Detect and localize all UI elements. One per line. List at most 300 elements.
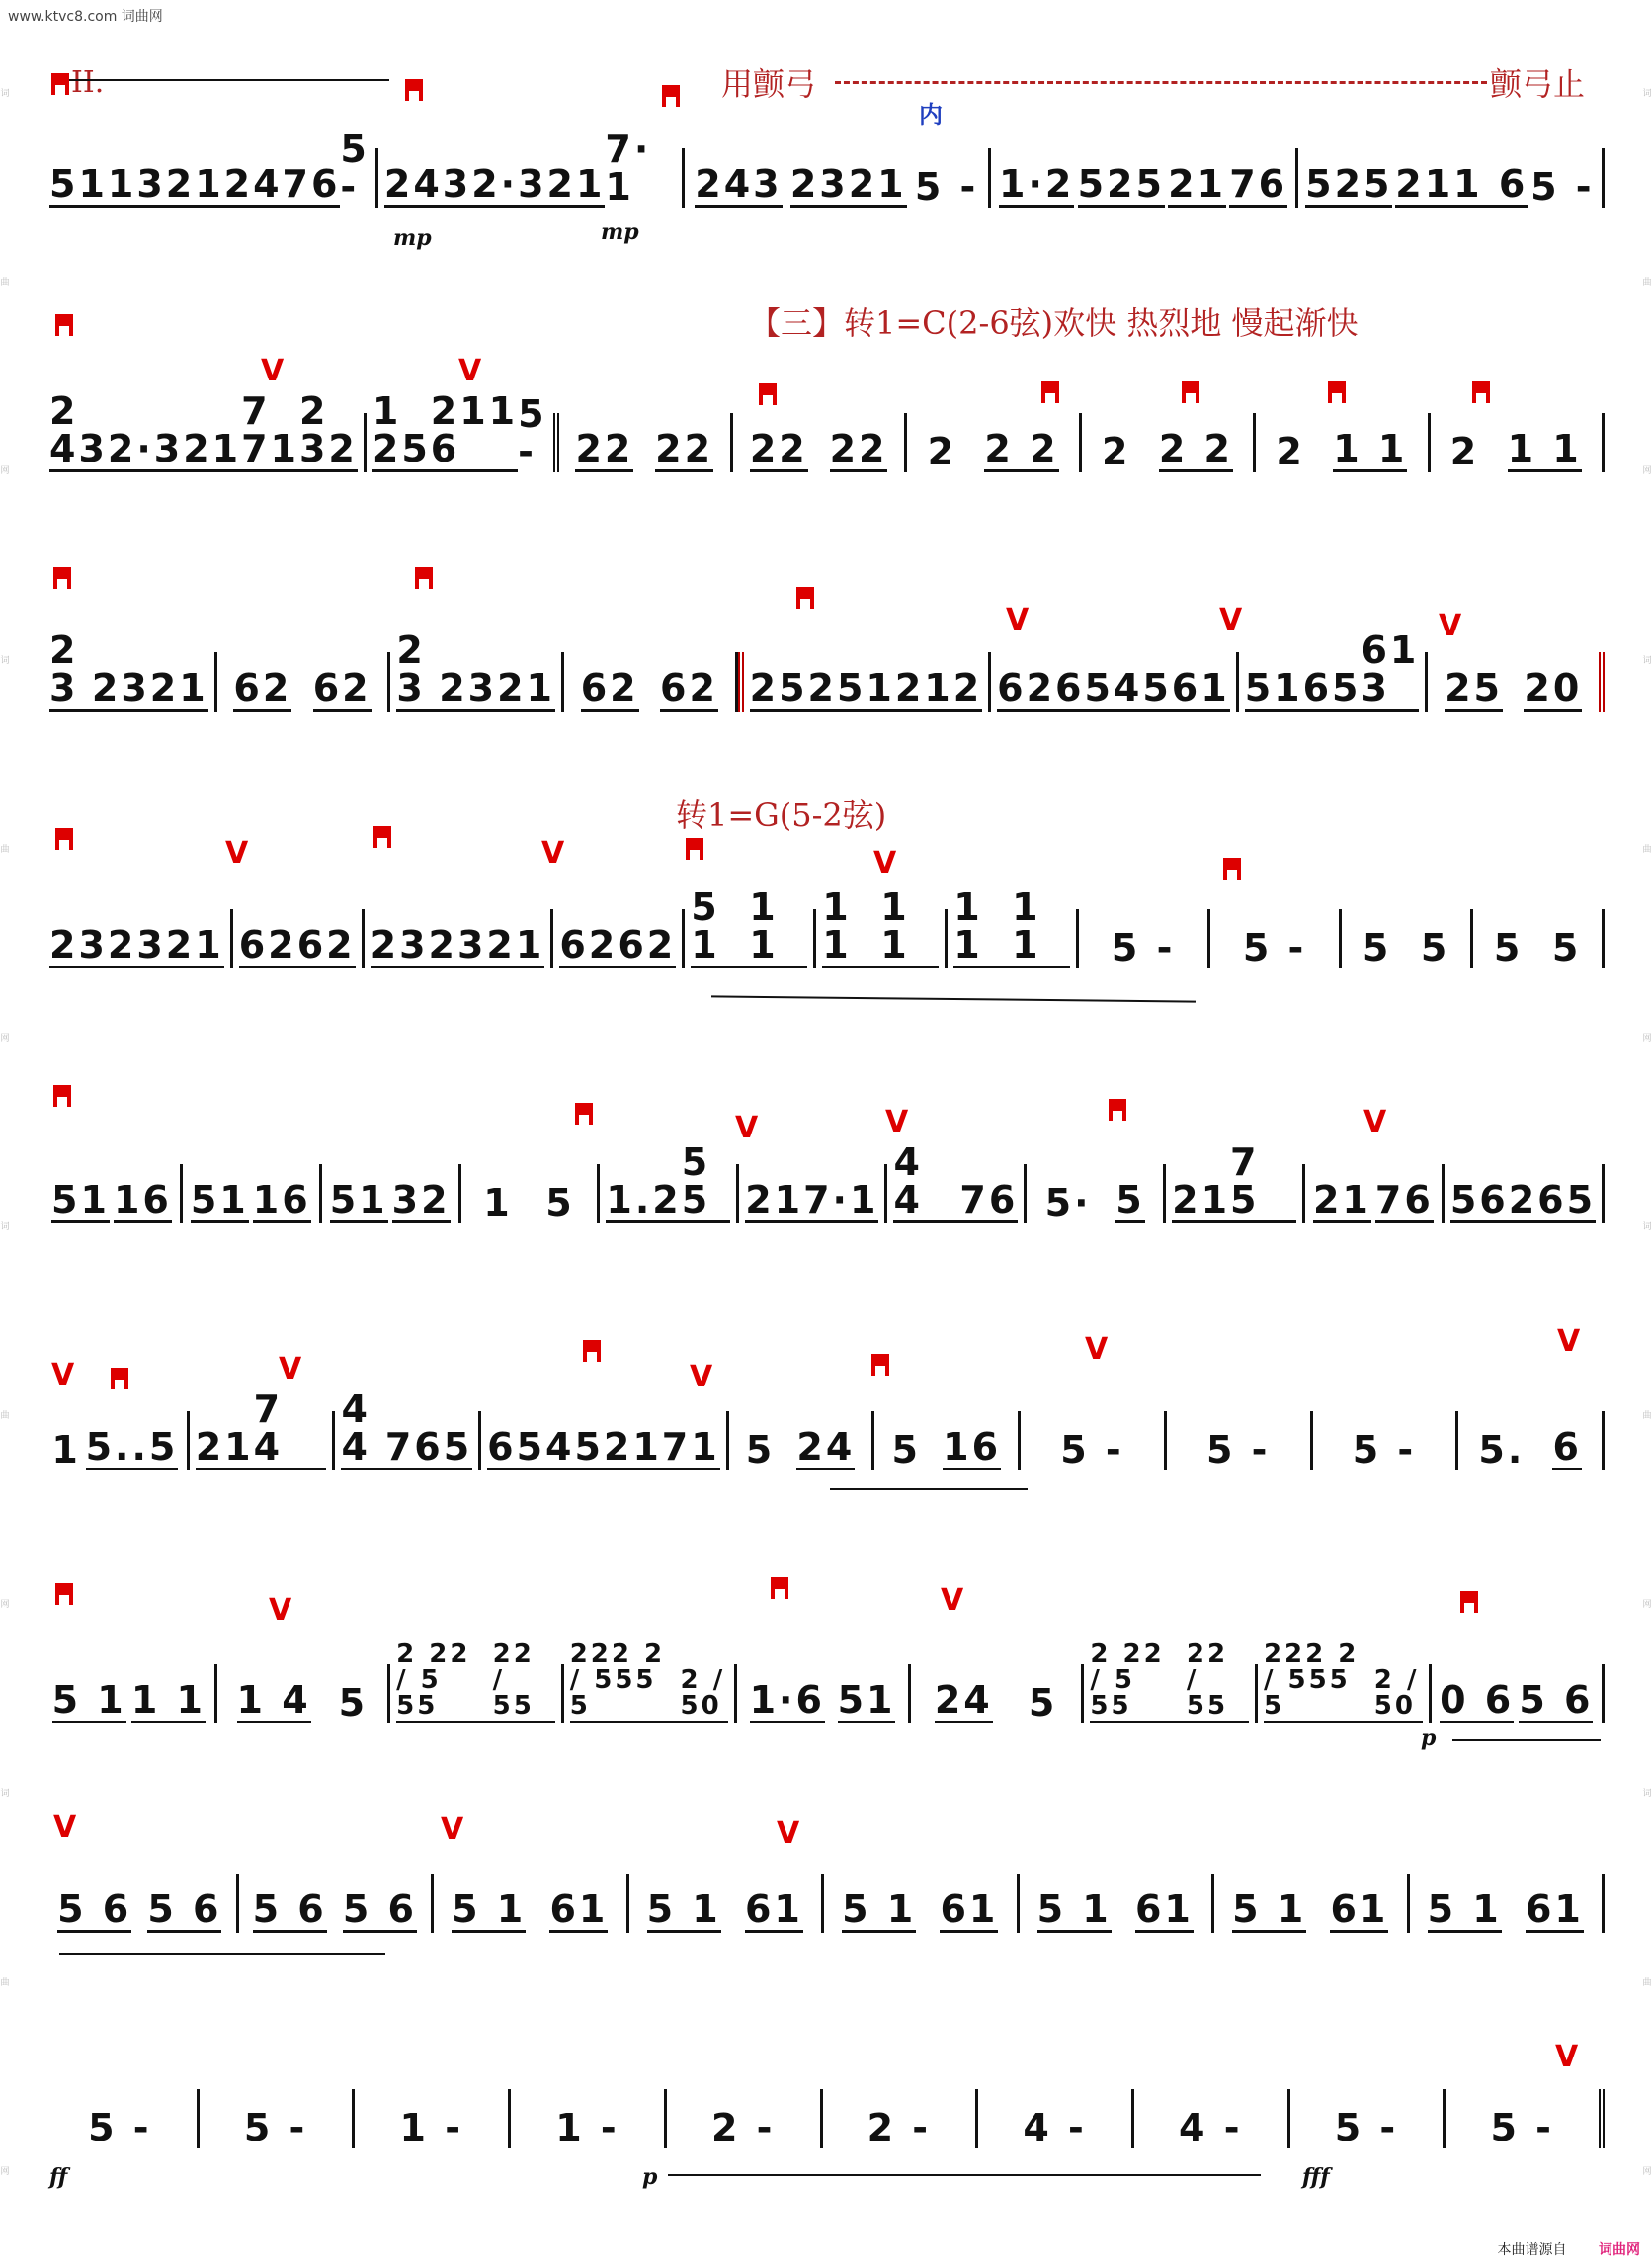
note-group: 61 <box>549 1888 609 1931</box>
note-group: 1 1 <box>822 888 880 968</box>
note-group: 62 <box>296 923 356 966</box>
note-group: 76 <box>1229 162 1288 206</box>
note-group: 51 <box>329 1178 388 1221</box>
measure <box>390 1639 564 1723</box>
note-group: 22 / 55 <box>1187 1641 1249 1723</box>
note-group: 5 1 <box>1427 1888 1502 1931</box>
volta-bracket-label: II. <box>71 65 105 100</box>
up-bow-icon: V <box>1439 609 1462 643</box>
staff-row <box>43 127 1605 209</box>
down-bow-icon <box>1109 1099 1126 1121</box>
note-group: 21 <box>1172 1178 1231 1221</box>
note-group: 22 / 55 <box>493 1641 555 1723</box>
measure <box>887 1140 1027 1223</box>
note-group: 1 1 <box>953 888 1012 968</box>
note-group: 212476 <box>165 162 341 206</box>
note-group: 76 <box>1374 1178 1434 1221</box>
note-group: 2 / 50 <box>681 1667 729 1723</box>
note-group: 243 <box>383 162 472 206</box>
measure <box>1027 1164 1166 1223</box>
down-bow-icon <box>1182 381 1199 403</box>
measure <box>907 413 1081 472</box>
note-group: 1 <box>483 1181 513 1224</box>
note-group: 4561 <box>1113 666 1230 710</box>
measure <box>685 885 816 968</box>
measure <box>1021 1411 1167 1470</box>
note-group: 2525 <box>749 666 867 710</box>
up-bow-icon: V <box>1363 1105 1387 1139</box>
note-group: 61 <box>1134 1888 1194 1931</box>
measure <box>824 1874 1020 1933</box>
note-group: 4 - <box>1023 2106 1087 2149</box>
crescendo-hairpin-1 <box>711 995 1196 1002</box>
note-group: 2 - <box>867 2106 932 2149</box>
note-group: 2321 <box>428 923 545 966</box>
measure <box>43 1664 217 1723</box>
note-group: 5 1 <box>1036 1888 1112 1931</box>
note-group: 7 71 <box>241 389 299 470</box>
down-bow-icon <box>662 85 680 107</box>
down-bow-icon <box>373 826 391 848</box>
note-group: 21 <box>1168 162 1226 206</box>
measure <box>1079 909 1210 968</box>
measure <box>816 885 948 968</box>
measure <box>564 652 738 712</box>
up-bow-icon: V <box>941 1583 964 1618</box>
note-group: 7· 1 <box>605 127 652 209</box>
note-group: 51 <box>837 1678 896 1721</box>
tremolo-start-label: 用颤弓 <box>721 65 817 103</box>
note-group: 1.2 <box>606 1178 682 1221</box>
measure <box>1428 652 1605 712</box>
measure <box>874 1411 1021 1470</box>
note-group: 5 6 <box>252 1888 327 1931</box>
measure <box>1239 629 1429 712</box>
note-group: 24 <box>934 1678 993 1721</box>
note-group: 2·321 <box>107 427 242 470</box>
note-group: 5 5 <box>682 1143 731 1223</box>
staff-row <box>43 389 1605 473</box>
right-margin-strip: 词 曲 网 词 曲 网 词 曲 网 词 曲 网 <box>1642 89 1652 2177</box>
note-group: 22 <box>749 427 808 470</box>
note-group: 7 4 <box>254 1390 327 1470</box>
note-group: 1 25 <box>372 389 431 470</box>
up-bow-icon: V <box>541 836 565 871</box>
down-bow-icon <box>1328 381 1346 403</box>
note-group: 61 <box>1330 1888 1389 1931</box>
measure <box>43 1164 183 1223</box>
note-group: 6 <box>1552 1425 1582 1469</box>
staff-row <box>43 1140 1605 1224</box>
measure <box>911 1664 1085 1723</box>
measure <box>1305 1164 1445 1223</box>
note-group: 16 <box>113 1178 172 1221</box>
note-group: 5 <box>338 1681 369 1724</box>
note-group: 5 - <box>88 2106 152 2149</box>
staff-row <box>43 2089 1605 2148</box>
note-group: 62 <box>559 923 619 966</box>
note-group: 62 <box>312 666 372 710</box>
up-bow-icon: V <box>690 1360 713 1394</box>
measure <box>335 1387 481 1470</box>
up-bow-icon: V <box>1555 2040 1579 2074</box>
note-group: 5 - <box>1490 2106 1554 2149</box>
footer-brand-link[interactable]: 词曲网 <box>1599 2242 1640 2258</box>
down-bow-icon <box>1041 381 1059 403</box>
note-group: 5. <box>1478 1428 1526 1471</box>
note-group: 1·6 <box>749 1678 825 1721</box>
note-group: 5· <box>1044 1181 1092 1224</box>
note-group: 5113 <box>49 162 166 206</box>
note-group: 5 6 <box>57 1888 132 1931</box>
note-group: 7 5 <box>1230 1143 1296 1223</box>
up-bow-icon: V <box>441 1812 464 1847</box>
note-group: 1 <box>51 1428 81 1471</box>
measure <box>553 909 685 968</box>
measure <box>43 389 367 472</box>
measure <box>1166 1140 1305 1223</box>
measure <box>365 909 554 968</box>
note-group: 51 <box>190 1178 249 1221</box>
down-bow-icon <box>1472 381 1490 403</box>
up-bow-icon: V <box>1557 1324 1581 1359</box>
measure <box>1342 909 1473 968</box>
up-bow-icon: V <box>279 1352 302 1386</box>
note-group: 5 - <box>1334 2106 1399 2149</box>
down-bow-icon <box>51 73 69 95</box>
note-group: 32 <box>391 1178 451 1221</box>
note-group: 2 22 / 5 55 <box>396 1641 493 1723</box>
note-group: 1 1 <box>749 888 807 968</box>
note-group: 6545 <box>487 1425 604 1469</box>
down-bow-icon <box>871 1354 889 1376</box>
up-bow-icon: V <box>458 354 482 388</box>
measure <box>1214 1874 1410 1933</box>
down-bow-icon <box>583 1340 601 1362</box>
measure <box>991 148 1297 208</box>
note-group: 2 2 <box>1158 427 1233 470</box>
note-group: 1 1 <box>1012 888 1070 968</box>
note-group: 525 <box>1077 162 1165 206</box>
down-bow-icon <box>405 79 423 101</box>
measure <box>738 652 992 712</box>
note-group: 23 <box>370 923 429 966</box>
measure <box>43 1874 239 1933</box>
crescendo-hairpin-2 <box>830 1488 1028 1490</box>
measure <box>183 1164 322 1223</box>
note-group: 2 / 50 <box>1374 1667 1423 1723</box>
volta-bracket-line <box>63 79 389 81</box>
down-bow-icon <box>759 383 777 405</box>
measure <box>1020 1874 1215 1933</box>
note-group: 1 1 <box>1507 427 1582 470</box>
note-group: 1 1 <box>1333 427 1408 470</box>
measure <box>1445 1164 1605 1223</box>
note-group: 222 2 / 555 5 <box>570 1641 681 1723</box>
note-group: 5 1 <box>1232 1888 1307 1931</box>
dynamic-ff: ff <box>49 2164 68 2190</box>
up-bow-icon: V <box>873 846 897 881</box>
note-group: 2 <box>927 430 957 473</box>
note-group: 24 <box>796 1425 856 1469</box>
measure <box>1210 909 1342 968</box>
note-group: 62 <box>660 666 718 710</box>
note-group: 16 <box>943 1425 1002 1469</box>
note-group: 21 <box>1312 1178 1371 1221</box>
measure <box>43 909 233 968</box>
footer-source: 本曲谱源自 <box>1497 2242 1567 2258</box>
staff-row <box>43 1874 1605 1933</box>
note-group: 1212 <box>866 666 983 710</box>
measure <box>1258 1639 1432 1723</box>
measure <box>217 1664 391 1723</box>
note-group: 2 <box>1276 430 1305 473</box>
note-group: 76 <box>959 1178 1019 1221</box>
measure <box>511 2089 667 2148</box>
note-group: 5 <box>1551 926 1582 969</box>
measure <box>564 1639 738 1723</box>
modulation-g-heading: 转1=G(5-2弦) <box>676 797 887 834</box>
measure <box>239 1874 435 1933</box>
staff-row <box>43 629 1605 712</box>
measure <box>737 1664 911 1723</box>
up-bow-icon: V <box>1219 603 1243 637</box>
note-group: 2 2 <box>984 427 1059 470</box>
down-bow-icon <box>55 1583 73 1605</box>
down-bow-icon <box>796 587 814 609</box>
note-group: 5 6 <box>147 1888 222 1931</box>
note-group: 22 <box>575 427 634 470</box>
note-group: 2 <box>1449 430 1480 473</box>
note-group: 2 3 <box>396 631 439 712</box>
measure <box>948 885 1079 968</box>
note-group: 5 1 <box>842 1888 917 1931</box>
note-group: 5 1 <box>452 1888 527 1931</box>
note-group: 61 <box>1525 1888 1584 1931</box>
measure <box>1290 2089 1446 2148</box>
note-group: 5 <box>545 1181 575 1224</box>
measure <box>667 2089 823 2148</box>
down-bow-icon <box>53 567 71 589</box>
up-bow-icon: V <box>225 836 249 871</box>
measure <box>629 1874 825 1933</box>
note-group: 211 6 <box>1395 162 1528 206</box>
down-bow-icon <box>55 314 73 336</box>
section-three-heading: 【三】转1=C(2-6弦)欢快 热烈地 慢起渐快 <box>749 304 1359 342</box>
note-group: 5 <box>1028 1681 1058 1724</box>
down-bow-icon <box>111 1368 128 1389</box>
note-group: 1 1 <box>880 888 939 968</box>
note-group: 62 <box>618 923 677 966</box>
note-group: 5 1 <box>51 1678 126 1721</box>
measure <box>685 148 991 208</box>
note-group: 1 1 <box>130 1678 206 1721</box>
note-group: 5 1 <box>691 888 749 968</box>
up-bow-icon: V <box>885 1105 909 1139</box>
note-group: 16 <box>252 1178 311 1221</box>
note-group: 5 <box>1493 926 1524 969</box>
note-group: 0 6 <box>1440 1678 1515 1721</box>
inner-string-mark: 内 <box>919 100 943 128</box>
measure <box>823 2089 979 2148</box>
note-group: 51 <box>51 1178 110 1221</box>
note-group: 6265 <box>997 666 1114 710</box>
measure <box>1432 1664 1606 1723</box>
note-group: 5 - <box>1205 1428 1271 1471</box>
note-group: 5 - <box>340 127 370 209</box>
note-group: 5 1 <box>646 1888 721 1931</box>
measure <box>367 389 559 473</box>
measure <box>1431 413 1605 472</box>
note-group: 2 - <box>710 2106 776 2149</box>
up-bow-icon: V <box>261 354 285 388</box>
note-group: 2321 <box>107 923 224 966</box>
note-group: 65 <box>1537 1178 1597 1221</box>
measure <box>390 629 564 712</box>
tremolo-dash-line <box>835 81 1487 84</box>
up-bow-icon: V <box>1085 1332 1109 1367</box>
note-group: 5 <box>1115 1178 1145 1221</box>
note-group: 5 <box>891 1428 921 1471</box>
note-group: 5 <box>1362 926 1392 969</box>
down-bow-icon <box>55 828 73 850</box>
down-bow-icon <box>1223 858 1241 880</box>
down-bow-icon <box>575 1103 593 1125</box>
crescendo-hairpin-4 <box>59 1953 385 1955</box>
measure <box>1473 909 1605 968</box>
note-group: 5165 <box>1244 666 1362 710</box>
note-group: 5 6 <box>1519 1678 1594 1721</box>
note-group: 5 - <box>1111 926 1176 969</box>
measure <box>190 1387 336 1470</box>
note-group: 21 <box>745 1178 804 1221</box>
note-group: 20 <box>1524 666 1583 710</box>
measure <box>1410 1874 1606 1933</box>
down-bow-icon <box>53 1085 71 1107</box>
measure <box>322 1164 461 1223</box>
measure <box>461 1164 601 1223</box>
dynamic-mp-1: mp <box>393 225 432 251</box>
note-group: 23 <box>49 923 108 966</box>
measure <box>378 127 685 209</box>
up-bow-icon: V <box>735 1111 759 1145</box>
note-group: 2321 <box>91 666 208 710</box>
note-group: 5 - <box>914 165 979 209</box>
note-group: 62 <box>580 666 639 710</box>
measure <box>43 629 217 712</box>
note-group: 765 <box>384 1425 473 1469</box>
note-group: 7·1 <box>803 1178 879 1221</box>
note-group: 2 <box>1101 430 1131 473</box>
note-group: 2 32 <box>298 389 358 470</box>
measure <box>1134 2089 1290 2148</box>
note-group: 2 43 <box>49 389 108 470</box>
up-bow-icon: V <box>1006 603 1030 637</box>
down-bow-icon <box>415 567 433 589</box>
note-group: 525 <box>1305 162 1393 206</box>
note-group: 4 4 <box>341 1390 384 1470</box>
note-group: 2171 <box>603 1425 720 1469</box>
note-group: 2321 <box>439 666 555 710</box>
measure <box>1446 2089 1605 2148</box>
footer <box>1498 2239 1640 2259</box>
note-group: 5 <box>1420 926 1450 969</box>
up-bow-icon: V <box>53 1810 77 1845</box>
note-group: 2·321 <box>471 162 606 206</box>
note-group: 222 2 / 555 5 <box>1264 1641 1374 1723</box>
dynamic-mp-2: mp <box>601 219 639 245</box>
note-group: 2321 <box>789 162 907 206</box>
note-group: 22 <box>655 427 714 470</box>
down-bow-icon <box>1460 1591 1478 1613</box>
measure <box>991 652 1239 712</box>
note-group: 4 - <box>1179 2106 1243 2149</box>
measure <box>43 2089 200 2148</box>
note-group: 211 6 <box>430 389 519 470</box>
note-group: 5 - <box>1242 926 1307 969</box>
measure <box>559 413 733 472</box>
measure <box>233 909 365 968</box>
note-group: 62 <box>233 666 292 710</box>
note-group: 5 - <box>1352 1428 1417 1471</box>
note-group: 5 - <box>1060 1428 1124 1471</box>
measure <box>1298 148 1605 208</box>
note-group: 62 <box>238 923 297 966</box>
up-bow-icon: V <box>269 1593 292 1628</box>
measure <box>729 1411 875 1470</box>
measure <box>978 2089 1134 2148</box>
dynamic-fff: fff <box>1302 2164 1330 2190</box>
staff-row <box>43 885 1605 969</box>
down-bow-icon <box>686 838 703 860</box>
measure <box>733 413 907 472</box>
note-group: 5 <box>745 1428 776 1471</box>
staff-row <box>43 1387 1605 1471</box>
note-group: 2 22 / 5 55 <box>1090 1641 1187 1723</box>
crescendo-hairpin-3 <box>1452 1739 1601 1741</box>
note-group: 1 - <box>555 2106 620 2149</box>
down-bow-icon <box>771 1577 788 1599</box>
crescendo-hairpin-5 <box>668 2174 1261 2176</box>
dynamic-p-2: p <box>642 2164 658 2190</box>
up-bow-icon: V <box>777 1816 800 1851</box>
note-group: 5 6 <box>342 1888 417 1931</box>
measure <box>481 1411 729 1470</box>
site-header: www.ktvc8.com 词曲网 <box>8 9 163 25</box>
note-group: 61 <box>744 1888 803 1931</box>
note-group: 2 3 <box>49 631 92 712</box>
tremolo-end-label: 颤弓止 <box>1490 65 1586 103</box>
measure <box>1082 413 1256 472</box>
note-group: 61 <box>940 1888 999 1931</box>
measure <box>1458 1411 1605 1470</box>
measure <box>1167 1411 1313 1470</box>
note-group: 4 4 <box>893 1143 959 1223</box>
measure <box>200 2089 356 2148</box>
note-group: 5 - <box>1530 165 1595 209</box>
measure <box>434 1874 629 1933</box>
note-group: 25 <box>1445 666 1503 710</box>
up-bow-icon: V <box>51 1358 75 1392</box>
measure <box>600 1140 739 1223</box>
note-group: 1·2 <box>999 162 1075 206</box>
measure <box>217 652 391 712</box>
measure <box>355 2089 511 2148</box>
measure <box>1084 1639 1258 1723</box>
note-group: 243 <box>695 162 783 206</box>
measure <box>739 1164 887 1223</box>
measure <box>43 1411 190 1470</box>
